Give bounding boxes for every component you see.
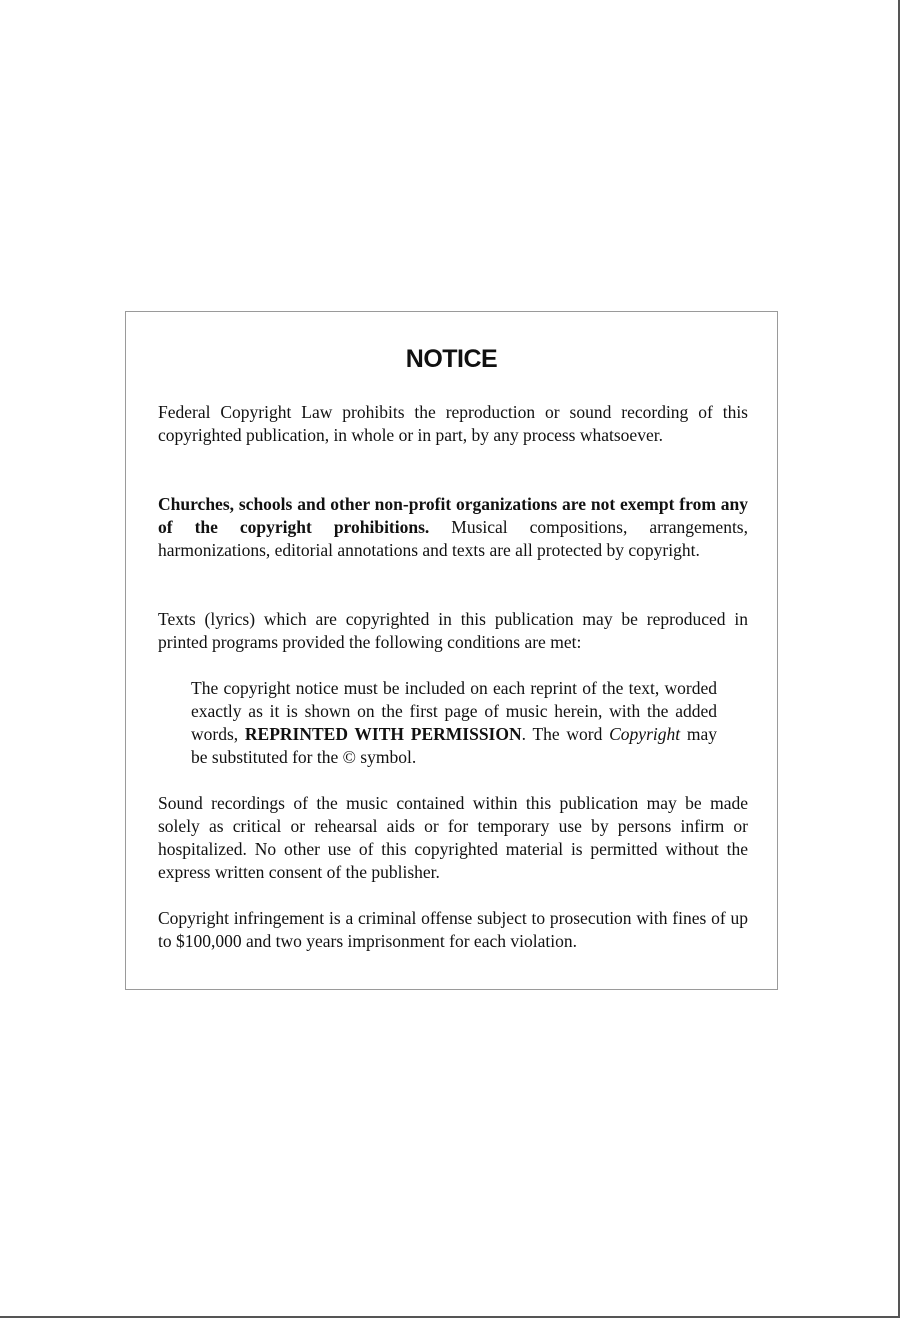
non-profit-rest-text: Musical compositions, arrangements, harmonizations, editorial annotations and texts are all protected by copyright.	[158, 517, 748, 560]
non-profit-bold-text: Churches, schools and other non-profit organizations are not exempt from any of the copyright prohibitions.	[158, 494, 748, 537]
non-profit-paragraph	[158, 493, 748, 562]
copyright-word-italic: Copyright	[609, 724, 681, 744]
notice-title: NOTICE	[405, 345, 498, 373]
sound-recordings-paragraph: Sound recordings of the music contained within this publication may be made solely as critical or rehearsal aids or for temporary use by persons infirm or hospitalized. No other use of this copyrighted material is permitted without the express written consent of the publisher.	[158, 793, 748, 882]
infringement-paragraph: Copyright infringement is a criminal offense subject to prosecution with fines of up to $100,000 and two years imprisonment for each violation.	[158, 908, 748, 951]
reprint-conditions-paragraph	[191, 677, 717, 769]
reprint-text-part2: . The word	[521, 724, 610, 744]
notice-box	[125, 311, 778, 990]
reprinted-with-permission-text: REPRINTED WITH PERMISSION	[244, 724, 522, 744]
copyright-law-paragraph: Federal Copyright Law prohibits the reproduction or sound recording of this copyrighted publication, in whole or in part, by any process whatsoever.	[158, 402, 748, 445]
reprint-text-part3: may be substituted for the © symbol.	[191, 724, 717, 767]
reprint-text-part1: The copyright notice must be included on each reprint of the text, worded exactly as it is shown on the first page of music herein, with the added words,	[191, 678, 717, 744]
lyrics-paragraph: Texts (lyrics) which are copyrighted in this publication may be reproduced in printed programs provided the following conditions are met:	[158, 609, 748, 652]
